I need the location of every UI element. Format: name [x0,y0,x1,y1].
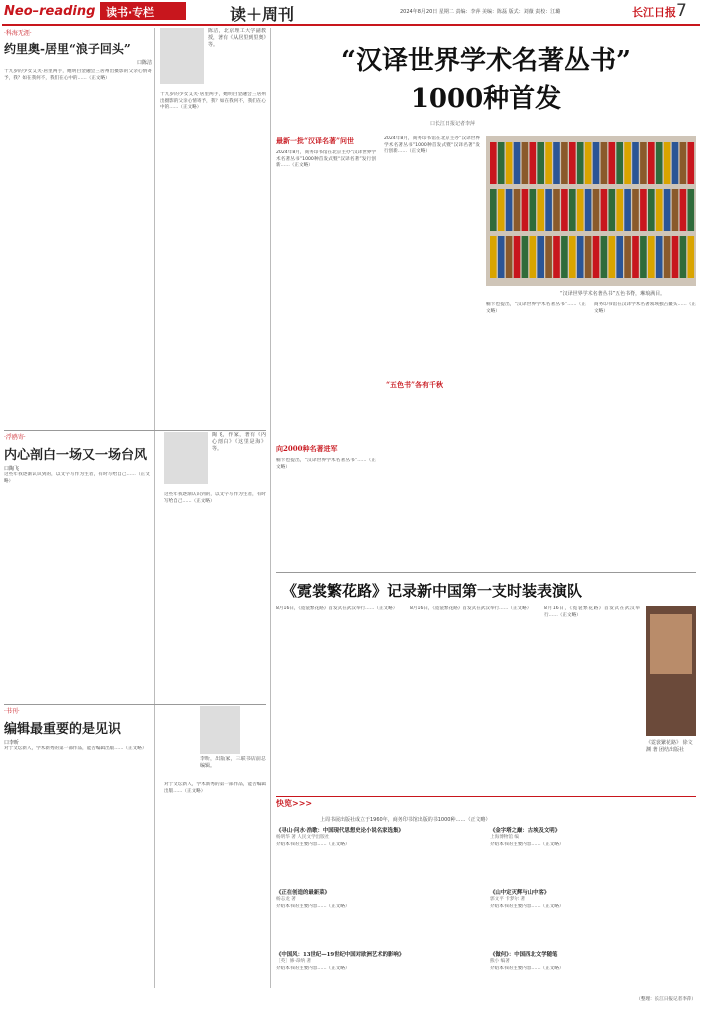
article-body: 对于文坛新人，学术新秀的第一部作品，能否编辑出版……（正文略） [4,746,147,751]
column-tag: ·书刊· [4,708,20,715]
brief-item: 《正在创造的最新菜》 杨志龙 著 介绍本书的主要内容……（正文略） [276,890,350,909]
paper-name: 长江日报 [632,6,676,19]
section-badge: 读书·专栏 [100,2,186,20]
masthead [4,2,700,24]
author-photo [160,28,204,84]
author-profile: 陈洁，北京理工大学副教授，著有《从居里到里奥》等。 [208,28,266,48]
subhead: 向2000种名著进军 [276,444,338,453]
main-col-4: 商务印书馆在汉译学术名著领域独占鳌头……（正文略） [594,302,696,314]
article-title: 内心剖白一场又一场台风 [4,448,148,463]
page-number: 7 [676,1,687,21]
author-photo [200,706,240,754]
brief-footer: （整理：长江日报记者李萍） [636,997,696,1002]
article-title: 编辑最重要的是见识 [4,722,122,737]
feature-col-2: 8月16日，《霓裳繁花路》首发式在武汉举行……（正文略） [410,606,532,611]
feature-col-1: 8月16日，《霓裳繁花路》首发式在武汉举行……（正文略） [276,606,398,611]
brief-label: 快览>>> [276,798,313,808]
book-cover [646,606,696,736]
article-3 [4,706,266,1012]
author-profile: 李昕，出版家，三联书店前总编辑。 [200,756,266,769]
main-headline-1: “汉译世界学术名著丛书” [341,46,631,76]
brief-grid [276,826,696,1016]
photo-caption: “汉译世界学术名著丛书”五色书脊，琳琅满目。 [560,291,666,297]
main-col-1: 最新一批“汉译名著”问世 2024年8月，商务印书馆在北京主办“汉译世界学术名著丛书”1000种首发式暨“汉译名著”发行创新……（正文略） 向2000种名著进军 楠卡也提出，“汉译世界学术名著丛书”……（正文略） [276,136,376,470]
book-series-photo [486,136,696,286]
main-col-2: 2024年8月，商务印书馆在北京主办“汉译世界学术名著丛书”1000种首发式暨“汉译名著”发行创新……（正文略） [384,136,480,155]
article-author: 口陈洁 [136,60,152,66]
article-1-cont: 十九岁的少女艾芙·居里两手，她明白金融会三居州出摄影的父亲心情寄予，我？如在我何不，我们在心中的……（正文略） [160,92,266,111]
brief-item: 《金字塔之巅：古埃及文明》 上海博物馆 编 介绍本书的主要内容……（正文略） [490,828,564,847]
article-2-cont: 这些年我逐渐认识到的，以文字写作为生者，有时写给自己……（正文略） [164,492,266,504]
brief-notice: 上周书展出版社成立于1960年，商务印书馆出版的书1000种……（正文略） [320,817,491,823]
feature-title: 《霓裳繁花路》记录新中国第一支时装表演队 [282,582,583,600]
author-photo [164,432,208,484]
logo: Neo–reading [4,4,96,19]
subhead-c: “五色书”各有千秋 [386,380,444,389]
brief-item: 《山中定灭辉与山中客》 郭文平 卡梦尔 著 介绍本书的主要内容……（正文略） [490,890,564,909]
main-col-3: 楠卡也提出，“汉译世界学术名著丛书”……（正文略） [486,302,586,314]
column-tag: ·浮鸥寄· [4,434,26,441]
article-author: 口李昕 [4,740,20,746]
subhead: 最新一批“汉译名著”问世 [276,136,355,145]
main-byline: 口长江日报记者李萍 [430,121,476,127]
date-line: 2024年8月20日 星期二 责编：李萍 美编：陈磊 版式：刘薇 责校：江璐 [400,9,561,15]
main-headline-2: 1000种首发 [410,84,562,114]
brief-item: 《寻山·问水·浩歌：中国现代思想史论小说名家选集》 杨明华 著 人民文学出版社 介绍本书的主要内容……（正文略） [276,828,404,847]
book-caption: 《霓裳繁花路》 徐文渊 著 团结出版社 [646,740,693,753]
brief-item: 《做何》：中国西北文学随笔 熊小 编著 介绍本书的主要内容……（正文略） （整理：长江日报记者李萍） [490,952,696,1002]
article-title: 约里奥-居里“浪子回头” [4,42,131,56]
author-profile: 陶飞，作家，著有《内心剖白》《这里是海》等。 [212,432,266,452]
article-author: 口陶飞 [4,466,20,472]
brief-item: 《中国风：13世纪—19世纪中国对欧洲艺术的影响》 ［英］修·昂纳 著 介绍本书的主要内容……（正文略） [276,952,405,971]
article-body: 十九岁的少女艾芙·居里两手，她明白金融会三居州出摄影的父亲心情寄予，我？如在我何不，我们在心中的……（正文略） [4,69,152,81]
article-1 [4,28,152,428]
column-tag: ·科海无涯· [4,30,32,37]
feature-col-3: 8月16日，《霓裳繁花路》首发式在武汉举行……（正文略） [544,606,640,618]
article-body: 这些年我逐渐认识到的，以文字写作为生者，有时写给自己……（正文略） [4,472,150,484]
article-3-cont: 对于文坛新人，学术新秀的第一部作品，能否编辑出版……（正文略） [164,782,266,794]
article-2 [4,432,266,702]
weekly-title: 读＋周刊 [230,5,295,24]
